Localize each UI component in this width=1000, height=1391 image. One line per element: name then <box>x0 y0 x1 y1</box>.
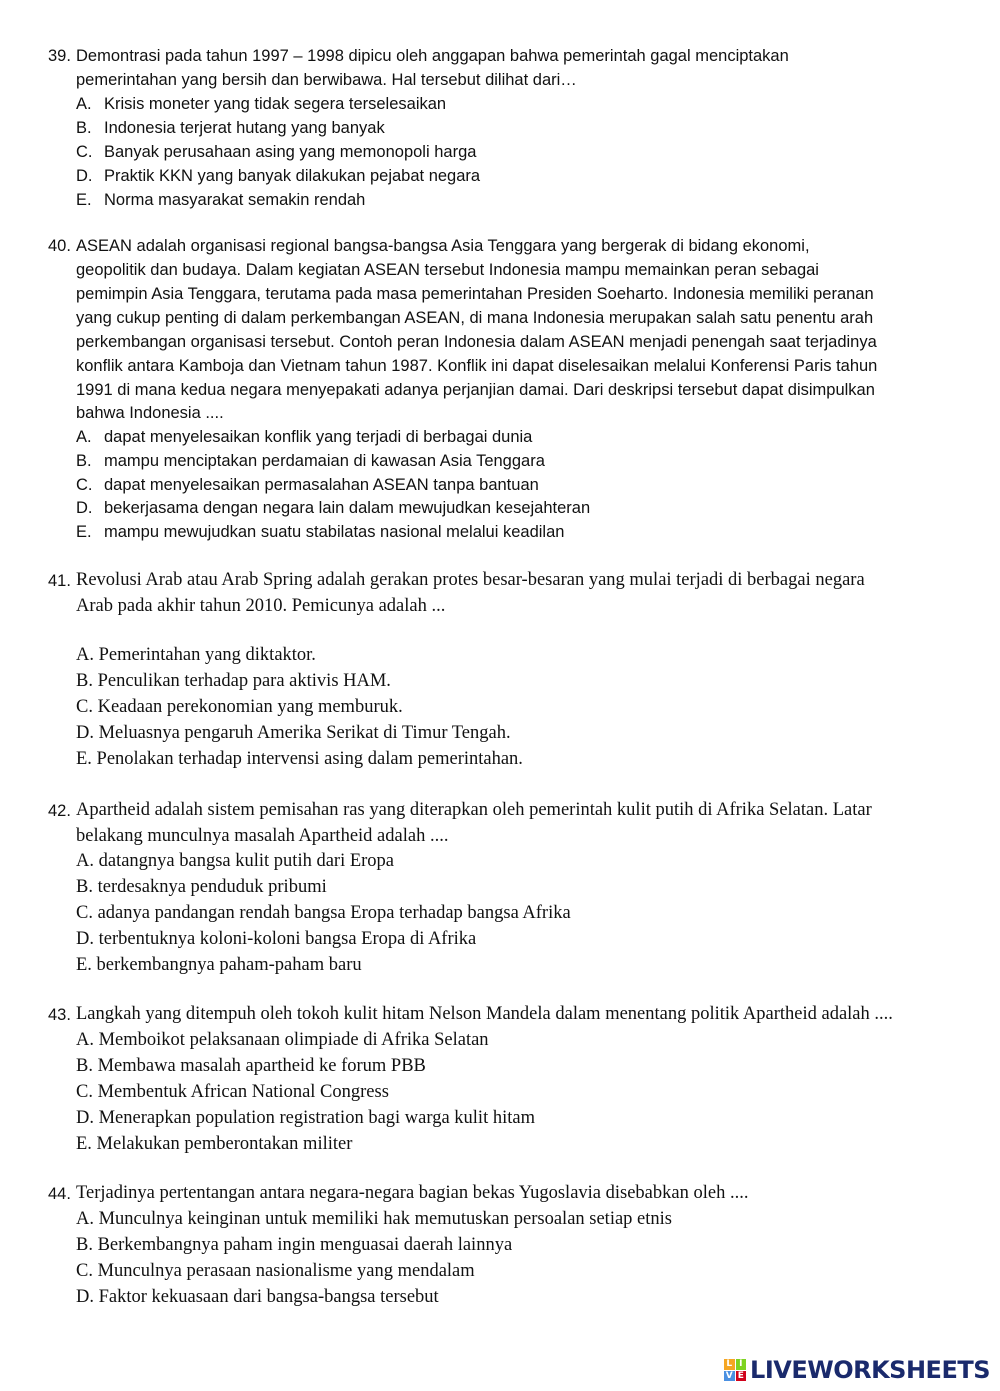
option-a[interactable]: A. Munculnya keinginan untuk memiliki hak memutuskan persoalan setiap etnis <box>76 1209 672 1229</box>
option-letter: E. <box>76 523 92 541</box>
question-stem-line: ASEAN adalah organisasi regional bangsa-bangsa Asia Tenggara yang bergerak di bidang ekonomi, <box>76 237 810 255</box>
question-stem-line: Terjadinya pertentangan antara negara-negara bagian bekas Yugoslavia disebabkan oleh .... <box>76 1183 749 1203</box>
option-b[interactable]: B. Membawa masalah apartheid ke forum PBB <box>76 1056 426 1076</box>
option-text: mampu menciptakan perdamaian di kawasan Asia Tenggara <box>104 452 545 470</box>
option-a[interactable]: A. datangnya bangsa kulit putih dari Eropa <box>76 851 395 871</box>
option-d[interactable]: D. Meluasnya pengaruh Amerika Serikat di Timur Tengah. <box>76 723 511 743</box>
option-e[interactable]: E. Melakukan pemberontakan militer <box>76 1134 353 1154</box>
question-stem-line: konflik antara Kamboja dan Vietnam tahun 1987. Konflik ini dapat diselesaikan melalui Konferensi Paris tahun <box>76 357 878 375</box>
option-text: Praktik KKN yang banyak dilakukan pejabat negara <box>104 167 481 185</box>
option-d[interactable]: D. Faktor kekuasaan dari bangsa-bangsa tersebut <box>76 1287 439 1307</box>
question-stem-line: Apartheid adalah sistem pemisahan ras yang diterapkan oleh pemerintah kulit putih di Afrika Selatan. Latar <box>76 800 872 820</box>
question-number: 42. <box>48 802 71 820</box>
option-text: Banyak perusahaan asing yang memonopoli harga <box>104 143 477 161</box>
option-letter: C. <box>76 476 93 494</box>
option-c[interactable]: C. Keadaan perekonomian yang memburuk. <box>76 697 403 717</box>
option-text: bekerjasama dengan negara lain dalam mewujudkan kesejahteran <box>104 499 591 517</box>
logo-grid-cell: L <box>724 1359 735 1370</box>
question-number: 41. <box>48 572 71 590</box>
question-stem-line: Langkah yang ditempuh oleh tokoh kulit hitam Nelson Mandela dalam menentang politik Apartheid adalah .... <box>76 1004 893 1024</box>
option-e[interactable]: E. berkembangnya paham-paham baru <box>76 955 362 975</box>
option-text: Norma masyarakat semakin rendah <box>104 191 366 209</box>
question-stem-line: Revolusi Arab atau Arab Spring adalah gerakan protes besar-besaran yang mulai terjadi di berbagai negara <box>76 570 865 590</box>
option-letter: E. <box>76 191 92 209</box>
option-letter: C. <box>76 143 93 161</box>
option-b[interactable]: B. Penculikan terhadap para aktivis HAM. <box>76 671 391 691</box>
option-a[interactable]: A. Pemerintahan yang diktaktor. <box>76 645 316 665</box>
option-b[interactable]: B. terdesaknya penduduk pribumi <box>76 877 327 897</box>
option-b[interactable]: B. Berkembangnya paham ingin menguasai daerah lainnya <box>76 1235 513 1255</box>
option-text: dapat menyelesaikan permasalahan ASEAN tanpa bantuan <box>104 476 539 494</box>
option-letter: D. <box>76 167 93 185</box>
option-text: Krisis moneter yang tidak segera terselesaikan <box>104 95 447 113</box>
option-letter: B. <box>76 119 92 137</box>
question-stem-line: 1991 di mana kedua negara menyepakati adanya perjanjian damai. Dari deskripsi tersebut dapat disimpulkan <box>76 381 875 399</box>
option-letter: B. <box>76 452 92 470</box>
question-number: 39. <box>48 47 71 65</box>
question-stem-line: Arab pada akhir tahun 2010. Pemicunya adalah ... <box>76 596 446 616</box>
logo-grid-cell: V <box>725 1370 733 1381</box>
liveworksheets-logo-icon <box>724 1359 746 1381</box>
question-number: 43. <box>48 1006 71 1024</box>
question-stem-line: yang cukup penting di dalam perkembangan ASEAN, di mana Indonesia merupakan salah satu penentu arah <box>76 309 874 327</box>
logo-grid-cell: I <box>736 1359 747 1370</box>
option-letter: A. <box>76 95 92 113</box>
option-a[interactable]: A. Memboikot pelaksanaan olimpiade di Afrika Selatan <box>76 1030 489 1050</box>
option-letter: A. <box>76 428 92 446</box>
option-text: Indonesia terjerat hutang yang banyak <box>104 119 385 137</box>
option-c[interactable]: C. Munculnya perasaan nasionalisme yang mendalam <box>76 1261 475 1281</box>
question-stem-line: belakang munculnya masalah Apartheid adalah .... <box>76 826 449 846</box>
option-d[interactable]: D. Menerapkan population registration bagi warga kulit hitam <box>76 1108 535 1128</box>
option-text: mampu mewujudkan suatu stabilatas nasional melalui keadilan <box>104 523 565 541</box>
question-stem-line: perkembangan organisasi tersebut. Contoh peran Indonesia dalam ASEAN menjadi penengah saat terjadinya <box>76 333 877 351</box>
option-text: dapat menyelesaikan konflik yang terjadi di berbagai dunia <box>104 428 533 446</box>
option-c[interactable]: C. Membentuk African National Congress <box>76 1082 389 1102</box>
option-e[interactable]: E. Penolakan terhadap intervensi asing dalam pemerintahan. <box>76 749 523 769</box>
option-d[interactable]: D. terbentuknya koloni-koloni bangsa Eropa di Afrika <box>76 929 477 949</box>
question-stem-line: bahwa Indonesia .... <box>76 404 224 422</box>
logo-grid-cell: E <box>736 1371 747 1382</box>
question-number: 40. <box>48 237 71 255</box>
question-stem-line: geopolitik dan budaya. Dalam kegiatan ASEAN tersebut Indonesia mampu memainkan peran sebagai <box>76 261 819 279</box>
question-stem-line: Demontrasi pada tahun 1997 – 1998 dipicu oleh anggapan bahwa pemerintah gagal menciptakan <box>76 47 789 65</box>
option-c[interactable]: C. adanya pandangan rendah bangsa Eropa terhadap bangsa Afrika <box>76 903 571 923</box>
question-stem-line: pemerintahan yang bersih dan berwibawa. Hal tersebut dilihat dari… <box>76 71 577 89</box>
liveworksheets-logo-text: LIVEWORKSHEETS <box>750 1356 990 1384</box>
option-letter: D. <box>76 499 93 517</box>
question-number: 44. <box>48 1185 71 1203</box>
question-stem-line: pemimpin Asia Tenggara, terutama pada masa pemerintahan Presiden Soeharto. Indonesia memiliki peranan <box>76 285 874 303</box>
liveworksheets-logo <box>724 1357 990 1383</box>
